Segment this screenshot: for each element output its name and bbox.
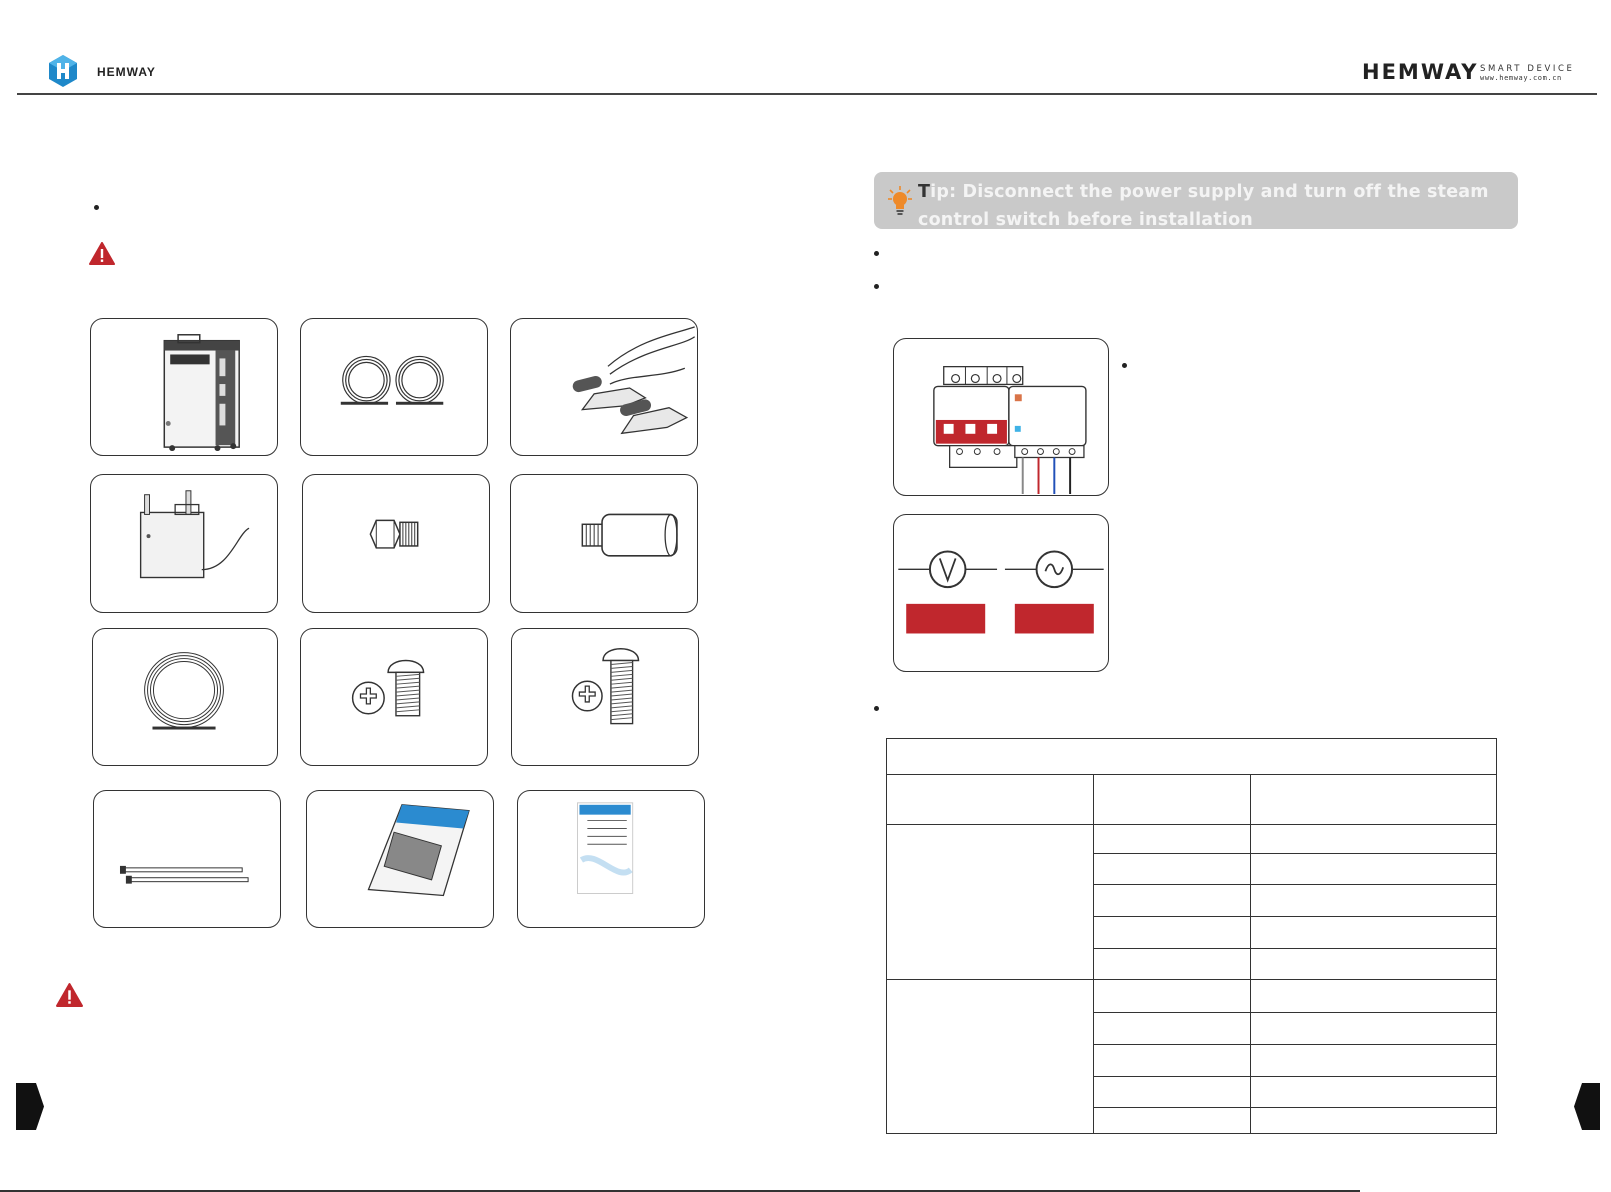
table-rule xyxy=(1093,948,1496,949)
table-rule xyxy=(1093,1012,1496,1013)
voltage-frequency-meter-icon xyxy=(894,515,1108,671)
table-rule xyxy=(1093,774,1094,1134)
bullet xyxy=(874,251,879,256)
component-card-long-screw xyxy=(511,628,699,766)
coiled-hose-icon xyxy=(93,629,277,765)
right-brand-name: HEMWAY xyxy=(1362,60,1479,84)
component-card-irons xyxy=(510,318,698,456)
table-rule xyxy=(1093,1044,1496,1045)
tip-first-letter: T xyxy=(918,182,931,202)
bullet xyxy=(874,706,879,711)
user-manual-icon xyxy=(307,791,493,927)
warning-triangle-icon xyxy=(89,242,115,270)
footer-rule xyxy=(0,1190,1360,1192)
cylindrical-filter-icon xyxy=(511,475,697,612)
component-card-coil-hose xyxy=(92,628,278,766)
component-card-manual xyxy=(306,790,494,928)
lightbulb-icon xyxy=(888,186,912,221)
prev-page-tab[interactable] xyxy=(16,1083,44,1135)
next-page-tab[interactable] xyxy=(1574,1083,1600,1135)
table-rule xyxy=(887,824,1496,825)
component-card-hoses xyxy=(300,318,488,456)
left-brand-name: HEMWAY xyxy=(97,65,156,79)
steam-iron-pair-icon xyxy=(511,319,697,455)
warranty-card-icon xyxy=(518,791,704,927)
table-rule xyxy=(1093,1076,1496,1077)
specification-table xyxy=(886,738,1497,1134)
tip-body: ip: Disconnect the power supply and turn off the steam control switch before installation xyxy=(918,182,1489,230)
bullet xyxy=(874,284,879,289)
warning-triangle-icon xyxy=(56,983,83,1012)
tip-text xyxy=(918,178,1508,234)
bullet xyxy=(94,205,99,210)
table-rule xyxy=(1093,1107,1496,1108)
short-screw-icon xyxy=(301,629,487,765)
component-card-filter xyxy=(510,474,698,613)
meter-diagram-card xyxy=(893,514,1109,672)
table-rule xyxy=(1250,774,1251,1134)
table-rule xyxy=(1093,884,1496,885)
table-rule xyxy=(1093,916,1496,917)
component-card-tank xyxy=(90,474,278,613)
hex-fitting-icon xyxy=(303,475,489,612)
right-brand-tagline: SMART DEVICE xyxy=(1480,64,1575,74)
hemway-hexagon-logo-icon xyxy=(46,54,80,88)
table-rule xyxy=(887,979,1496,980)
tip-banner xyxy=(874,172,1518,229)
component-card-hex-fitting xyxy=(302,474,490,613)
bullet xyxy=(1122,363,1127,368)
component-card-warranty xyxy=(517,790,705,928)
circuit-breaker-icon xyxy=(894,339,1108,495)
cable-ties-icon xyxy=(94,791,280,927)
header-rule xyxy=(17,93,1597,95)
component-card-short-screw xyxy=(300,628,488,766)
long-screw-icon xyxy=(512,629,698,765)
header-left-logo xyxy=(46,54,80,88)
water-tank-box-icon xyxy=(91,475,277,612)
steam-hose-pair-icon xyxy=(301,319,487,455)
component-card-cable-ties xyxy=(93,790,281,928)
component-card-generator xyxy=(90,318,278,456)
table-rule xyxy=(887,774,1496,775)
table-rule xyxy=(1093,853,1496,854)
breaker-diagram-card xyxy=(893,338,1109,496)
steam-generator-unit-icon xyxy=(91,319,277,455)
right-brand-url: www.hemway.com.cn xyxy=(1480,74,1562,82)
